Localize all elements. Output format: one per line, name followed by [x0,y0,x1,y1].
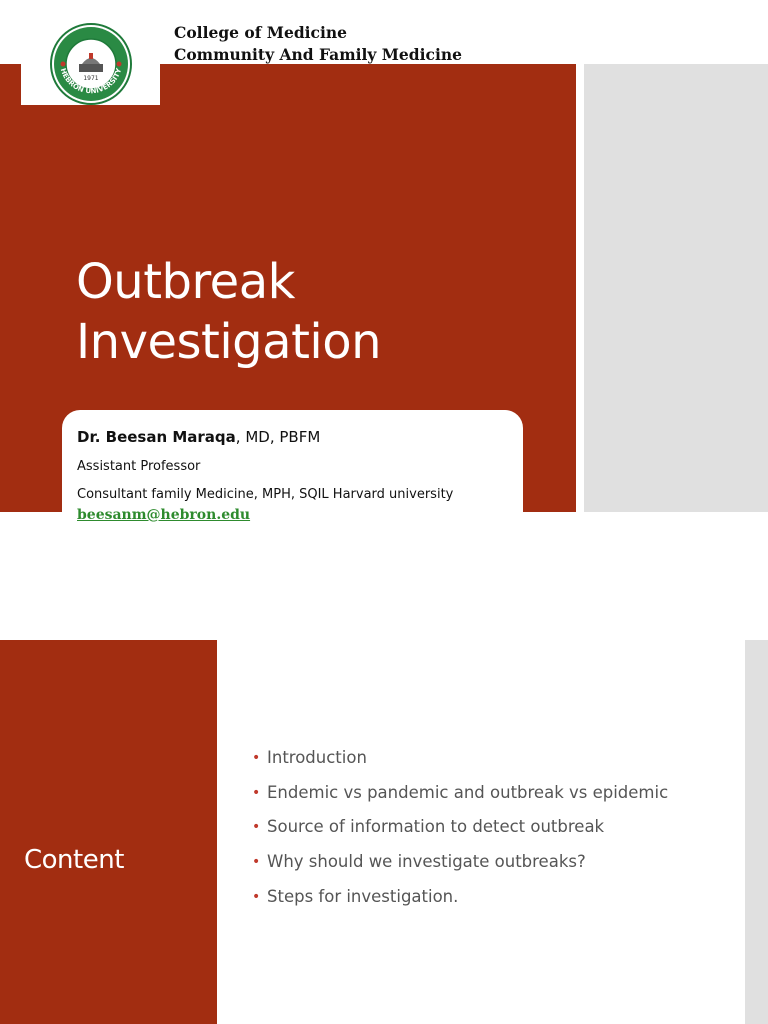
author-card [62,410,523,512]
slide-title [76,252,381,372]
title-line-1: Outbreak [76,254,295,310]
content-side-panel [745,640,768,1024]
author-email-link[interactable]: beesanm@hebron.edu [77,507,251,523]
content-list [252,745,668,918]
list-item: • Steps for investigation. [252,884,668,919]
list-item: • Endemic vs pandemic and outbreak vs epidemic [252,780,668,815]
title-line-2: Investigation [76,314,382,370]
hebron-university-seal-icon [49,22,133,106]
header-text [174,22,462,66]
list-item: • Source of information to detect outbreak [252,814,668,849]
bullet-icon: • [252,888,261,905]
bullet-icon: • [252,784,261,801]
bullet-icon: • [252,750,261,766]
content-title: Content [24,845,124,875]
bullet-icon: • [252,854,261,871]
author-details: Consultant family Medicine, MPH, SQIL Harvard university [77,487,454,502]
author-name: Dr. Beesan Maraqa [77,428,236,446]
university-logo [21,20,160,105]
author-position: Assistant Professor [77,459,201,474]
bullet-icon: • [252,819,261,836]
svg-text:1971: 1971 [83,75,99,82]
author-name-line [77,428,320,446]
college-name: College of Medicine [174,23,348,42]
author-credentials: , MD, PBFM [235,428,321,446]
side-panel [584,64,768,512]
content-panel [0,640,217,1024]
list-item: • Why should we investigate outbreaks? [252,849,668,884]
department-name: Community And Family Medicine [174,45,462,64]
list-item: • Introduction [252,745,668,780]
svg-text:HEBRON UNIVERSITY: HEBRON UNIVERSITY [58,67,124,96]
